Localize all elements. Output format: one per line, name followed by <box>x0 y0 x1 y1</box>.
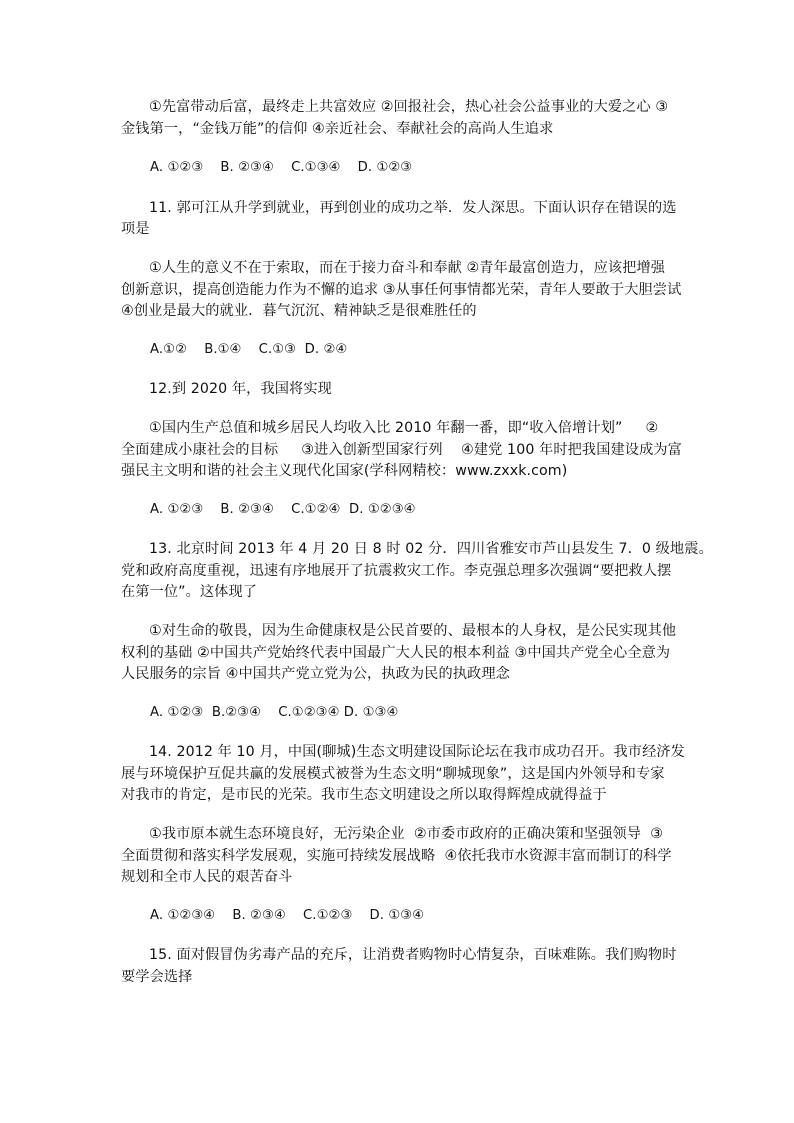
q11-question-stem: 11. 郭可江从升学到就业，再到创业的成功之举．发人深思。下面认识存在错误的选 <box>149 200 677 216</box>
q14-question-stem: 14. 2012 年 10 月，中国(聊城)生态文明建设国际论坛在我市成功召开。我市经济发 <box>149 744 685 760</box>
q15-question-stem: 15. 面对假冒伪劣毒产品的充斥，让消费者购物时心情复杂，百味难陈。我们购物时 <box>149 947 677 963</box>
q13-answer-options: A. ①②③ B.②③④ C.①②③④ D. ①③④ <box>150 705 399 720</box>
q13-question-stem: 在第一位”。这体现了 <box>121 584 258 600</box>
q13-statement-line: 权利的基础 ②中国共产党始终代表中国最广大人民的根本利益 ③中国共产党全心全意为 <box>121 645 671 661</box>
q12-statement-line: ①国内生产总值和城乡居民人均收入比 2010 年翻一番，即“收入倍增计划” ② <box>149 420 659 436</box>
q13-statement-line: ①对生命的敬畏，因为生命健康权是公民首要的、最根本的人身权，是公民实现其他 <box>149 623 677 639</box>
q11-answer-options: A.①② B.①④ C.①③ D. ②④ <box>150 342 348 357</box>
q12-statement-line: 全面建成小康社会的目标 ③进入创新型国家行列 ④建党 100 年时把我国建设成为富 <box>121 442 682 458</box>
q15-question-stem: 要学会选择 <box>121 969 193 985</box>
q14-statement-line: 规划和全市人民的艰苦奋斗 <box>121 869 293 885</box>
q13-question-stem: 党和政府高度重视，迅速有序地展开了抗震救灾工作。李克强总理多次强调“要把救人摆 <box>121 563 672 579</box>
q12-answer-options: A. ①②③ B. ②③④ C.①②④ D. ①②③④ <box>150 502 416 517</box>
q14-question-stem: 对我市的肯定，是市民的光荣。我市生态文明建设之所以取得辉煌成就得益于 <box>121 787 607 803</box>
q14-question-stem: 展与环境保护互促共赢的发展模式被誉为生态文明“聊城现象”，这是国内外领导和专家 <box>121 766 665 782</box>
q10-answer-options: A. ①②③ B. ②③④ C.①③④ D. ①②③ <box>150 160 413 175</box>
q10-statement-line: 金钱第一，“金钱万能”的信仰 ④亲近社会、奉献社会的高尚人生追求 <box>121 121 554 137</box>
q11-statement-line: ④创业是最大的就业．暮气沉沉、精神缺乏是很难胜任的 <box>121 303 477 319</box>
q14-statement-line: 全面贯彻和落实科学发展观，实施可持续发展战略 ④依托我市水资源丰富而制订的科学 <box>121 848 672 864</box>
q12-question-stem: 12.到 2020 年，我国将实现 <box>149 381 332 397</box>
q10-statement-line: ①先富带动后富，最终走上共富效应 ②回报社会，热心社会公益事业的大爱之心 ③ <box>149 99 669 115</box>
q11-question-stem: 项是 <box>121 221 150 237</box>
q12-statement-line: 强民主文明和谐的社会主义现代化国家(学科网精校：www.zxxk.com) <box>121 463 568 479</box>
q14-statement-line: ①我市原本就生态环境良好，无污染企业 ②市委市政府的正确决策和坚强领导 ③ <box>149 826 664 842</box>
q11-statement-line: 创新意识，提高创造能力作为不懈的追求 ③从事任何事情都光荣，青年人要敢于大胆尝试 <box>121 282 682 298</box>
q13-statement-line: 人民服务的宗旨 ④中国共产党立党为公，执政为民的执政理念 <box>121 666 510 682</box>
q13-question-stem: 13. 北京时间 2013 年 4 月 20 日 8 时 02 分．四川省雅安市芦山县发生 7．0 级地震。 <box>149 541 713 557</box>
q14-answer-options: A. ①②③④ B. ②③④ C.①②③ D. ①③④ <box>150 908 425 923</box>
q11-statement-line: ①人生的意义不在于索取，而在于接力奋斗和奉献 ②青年最富创造力，应该把增强 <box>149 260 666 276</box>
